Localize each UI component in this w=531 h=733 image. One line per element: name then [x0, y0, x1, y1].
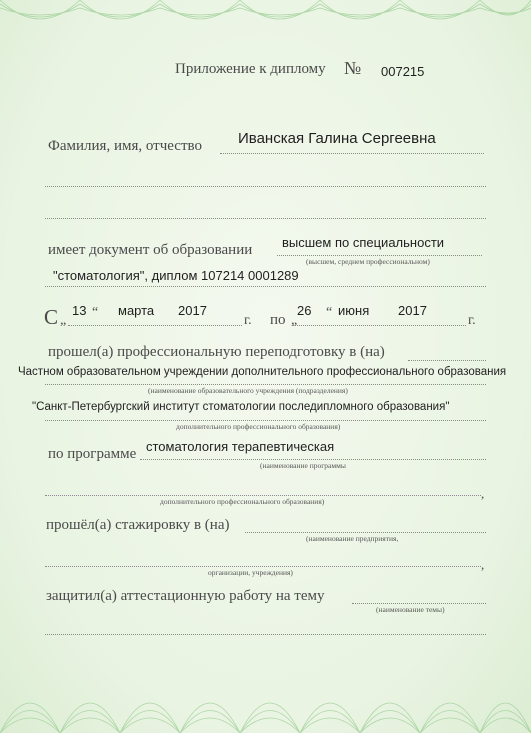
- period-from-label: С: [44, 305, 59, 329]
- period-from-year: 2017: [178, 303, 207, 318]
- education-label: имеет документ об образовании: [48, 242, 253, 258]
- fio-label: Фамилия, имя, отчество: [48, 138, 202, 154]
- internship-line-2: [45, 566, 481, 567]
- period-to-line: [292, 325, 466, 326]
- program-line-1: [140, 459, 486, 460]
- header-document-number: 007215: [381, 64, 425, 79]
- period-from-day: 13: [72, 303, 87, 318]
- retraining-hint-2: дополнительного профессионального образования): [176, 422, 341, 431]
- retraining-line-2: [45, 384, 486, 385]
- program-hint-1: (наименование программы: [260, 461, 346, 470]
- period-to-day: 26: [297, 303, 312, 318]
- education-line-2: [45, 286, 486, 287]
- education-line: [277, 255, 482, 256]
- thesis-line-2: [45, 634, 486, 635]
- retraining-institution-2: "Санкт-Петербургский институт стоматологии последипломного образования": [32, 401, 450, 413]
- program-comma: ,: [481, 486, 485, 501]
- internship-comma: ,: [481, 557, 485, 572]
- fio-line-1: [220, 153, 484, 154]
- education-hint: (высшем, среднем профессиональном): [306, 257, 430, 266]
- period-to-month: июня: [338, 303, 370, 318]
- quote-open-2: „: [291, 313, 298, 328]
- top-guilloche-ornament: [0, 0, 531, 40]
- quote-open-1: „: [60, 313, 67, 328]
- internship-hint-1: (наименование предприятия,: [306, 534, 399, 543]
- program-label: по программе: [48, 446, 137, 462]
- fio-line-3: [45, 218, 486, 219]
- program-line-2: [45, 495, 481, 496]
- thesis-label: защитил(а) аттестационную работу на тему: [46, 588, 325, 604]
- period-from-line: [68, 325, 242, 326]
- thesis-hint: (наименование темы): [376, 605, 445, 614]
- thesis-line-1: [352, 603, 486, 604]
- period-to-year: 2017: [398, 303, 427, 318]
- internship-line-1: [245, 532, 486, 533]
- period-from-month: марта: [118, 303, 155, 318]
- bottom-guilloche-ornament: [0, 663, 531, 733]
- retraining-hint-1: (наименование образовательного учреждения (подразделения): [148, 386, 348, 395]
- quote-close-1: “: [92, 305, 99, 320]
- retraining-line-1: [408, 360, 486, 361]
- education-diploma-line: "стоматология", диплом 107214 0001289: [53, 268, 299, 283]
- period-year-suffix-2: г.: [468, 313, 476, 328]
- fio-value: Иванская Галина Сергеевна: [238, 130, 436, 147]
- header-number-sign: №: [344, 58, 362, 78]
- internship-label: прошёл(а) стажировку в (на): [46, 517, 230, 533]
- fio-line-2: [45, 186, 486, 187]
- program-hint-2: дополнительного профессионального образования): [160, 497, 325, 506]
- retraining-label: прошел(а) профессиональную переподготовку в (на): [48, 344, 385, 360]
- header-title: Приложение к диплому: [175, 61, 326, 77]
- quote-close-2: “: [326, 305, 333, 320]
- program-value: стоматология терапевтическая: [146, 439, 335, 454]
- retraining-line-3: [45, 420, 486, 421]
- retraining-institution: Частном образовательном учреждении дополнительного профессионального образования: [18, 366, 507, 378]
- internship-hint-2: организации, учреждения): [208, 568, 293, 577]
- education-value: высшем по специальности: [282, 235, 445, 250]
- period-to-label: по: [270, 312, 286, 328]
- period-year-suffix-1: г.: [244, 313, 252, 328]
